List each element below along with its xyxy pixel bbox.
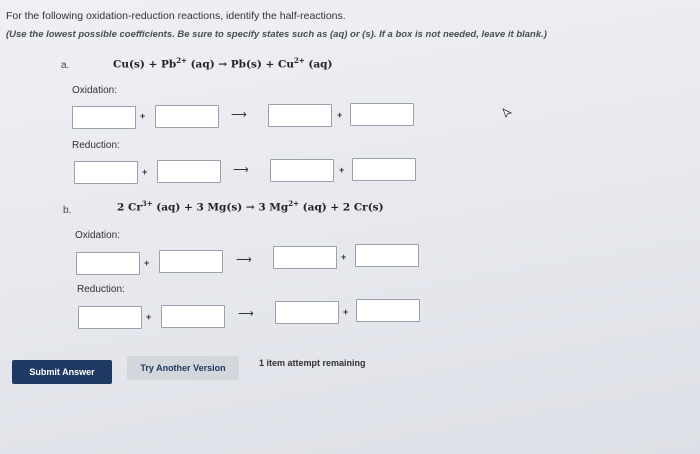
part-b-reduction-product-2[interactable] <box>356 299 420 322</box>
part-b-oxidation-reactant-2[interactable] <box>159 250 223 273</box>
plus-sign: + <box>341 252 347 262</box>
eq-charge: 2+ <box>293 56 305 65</box>
part-a-reduction-reactant-1[interactable] <box>74 161 138 184</box>
attempts-remaining-text: 1 item attempt remaining <box>259 358 366 368</box>
mouse-pointer-icon <box>502 108 512 118</box>
eq-text: 2 Cr <box>117 201 142 214</box>
part-a-reduction-label: Reduction: <box>72 140 120 151</box>
instructions-line-2: (Use the lowest possible coefficients. Be sure to specify states such as (aq) or (s). If a box is not needed, leave it blank.) <box>6 29 547 40</box>
part-b-oxidation-label: Oxidation: <box>75 230 121 241</box>
plus-sign: + <box>343 307 349 317</box>
part-b-reduction-label: Reduction: <box>77 284 125 295</box>
part-a-reduction-product-2[interactable] <box>352 158 416 181</box>
part-a-equation <box>113 56 332 71</box>
eq-charge: 2+ <box>288 199 300 208</box>
part-a-reduction-product-1[interactable] <box>270 159 334 182</box>
submit-answer-button[interactable]: Submit Answer <box>12 360 112 384</box>
reaction-arrow: ⟶ <box>231 109 247 121</box>
part-a-oxidation-reactant-2[interactable] <box>155 105 219 128</box>
part-b-reduction-reactant-1[interactable] <box>78 306 142 329</box>
eq-text: (aq) <box>304 58 333 71</box>
part-a-oxidation-label: Oxidation: <box>72 85 118 96</box>
part-b-oxidation-product-2[interactable] <box>355 244 419 267</box>
reaction-arrow: ⟶ <box>233 164 249 176</box>
eq-text: (aq) + 3 Mg(s) → 3 Mg <box>152 201 289 214</box>
instructions-line-1: For the following oxidation-reduction reactions, identify the half-reactions. <box>6 10 346 22</box>
eq-charge: 2+ <box>176 56 187 65</box>
part-a-oxidation-reactant-1[interactable] <box>72 106 136 129</box>
eq-text: (aq) → Pb(s) + Cu <box>186 58 294 71</box>
part-b-equation <box>117 199 384 214</box>
plus-sign: + <box>339 165 345 175</box>
part-b-label: b. <box>63 205 72 216</box>
eq-text: Cu(s) + Pb <box>113 58 177 71</box>
reaction-arrow: ⟶ <box>236 254 252 266</box>
part-b-oxidation-product-1[interactable] <box>273 246 337 269</box>
try-another-version-button[interactable]: Try Another Version <box>127 356 239 380</box>
part-b-reduction-product-1[interactable] <box>275 301 339 324</box>
plus-sign: + <box>144 258 150 268</box>
part-a-reduction-reactant-2[interactable] <box>157 160 221 183</box>
eq-charge: 3+ <box>141 199 153 208</box>
part-b-oxidation-reactant-1[interactable] <box>76 252 140 275</box>
plus-sign: + <box>337 110 343 120</box>
plus-sign: + <box>146 312 152 322</box>
part-b-reduction-reactant-2[interactable] <box>161 305 225 328</box>
eq-text: (aq) + 2 Cr(s) <box>299 201 384 214</box>
reaction-arrow: ⟶ <box>238 308 254 320</box>
part-a-label: a. <box>61 60 70 71</box>
part-a-oxidation-product-2[interactable] <box>350 103 414 126</box>
plus-sign: + <box>142 167 148 177</box>
plus-sign: + <box>140 111 146 121</box>
part-a-oxidation-product-1[interactable] <box>268 104 332 127</box>
